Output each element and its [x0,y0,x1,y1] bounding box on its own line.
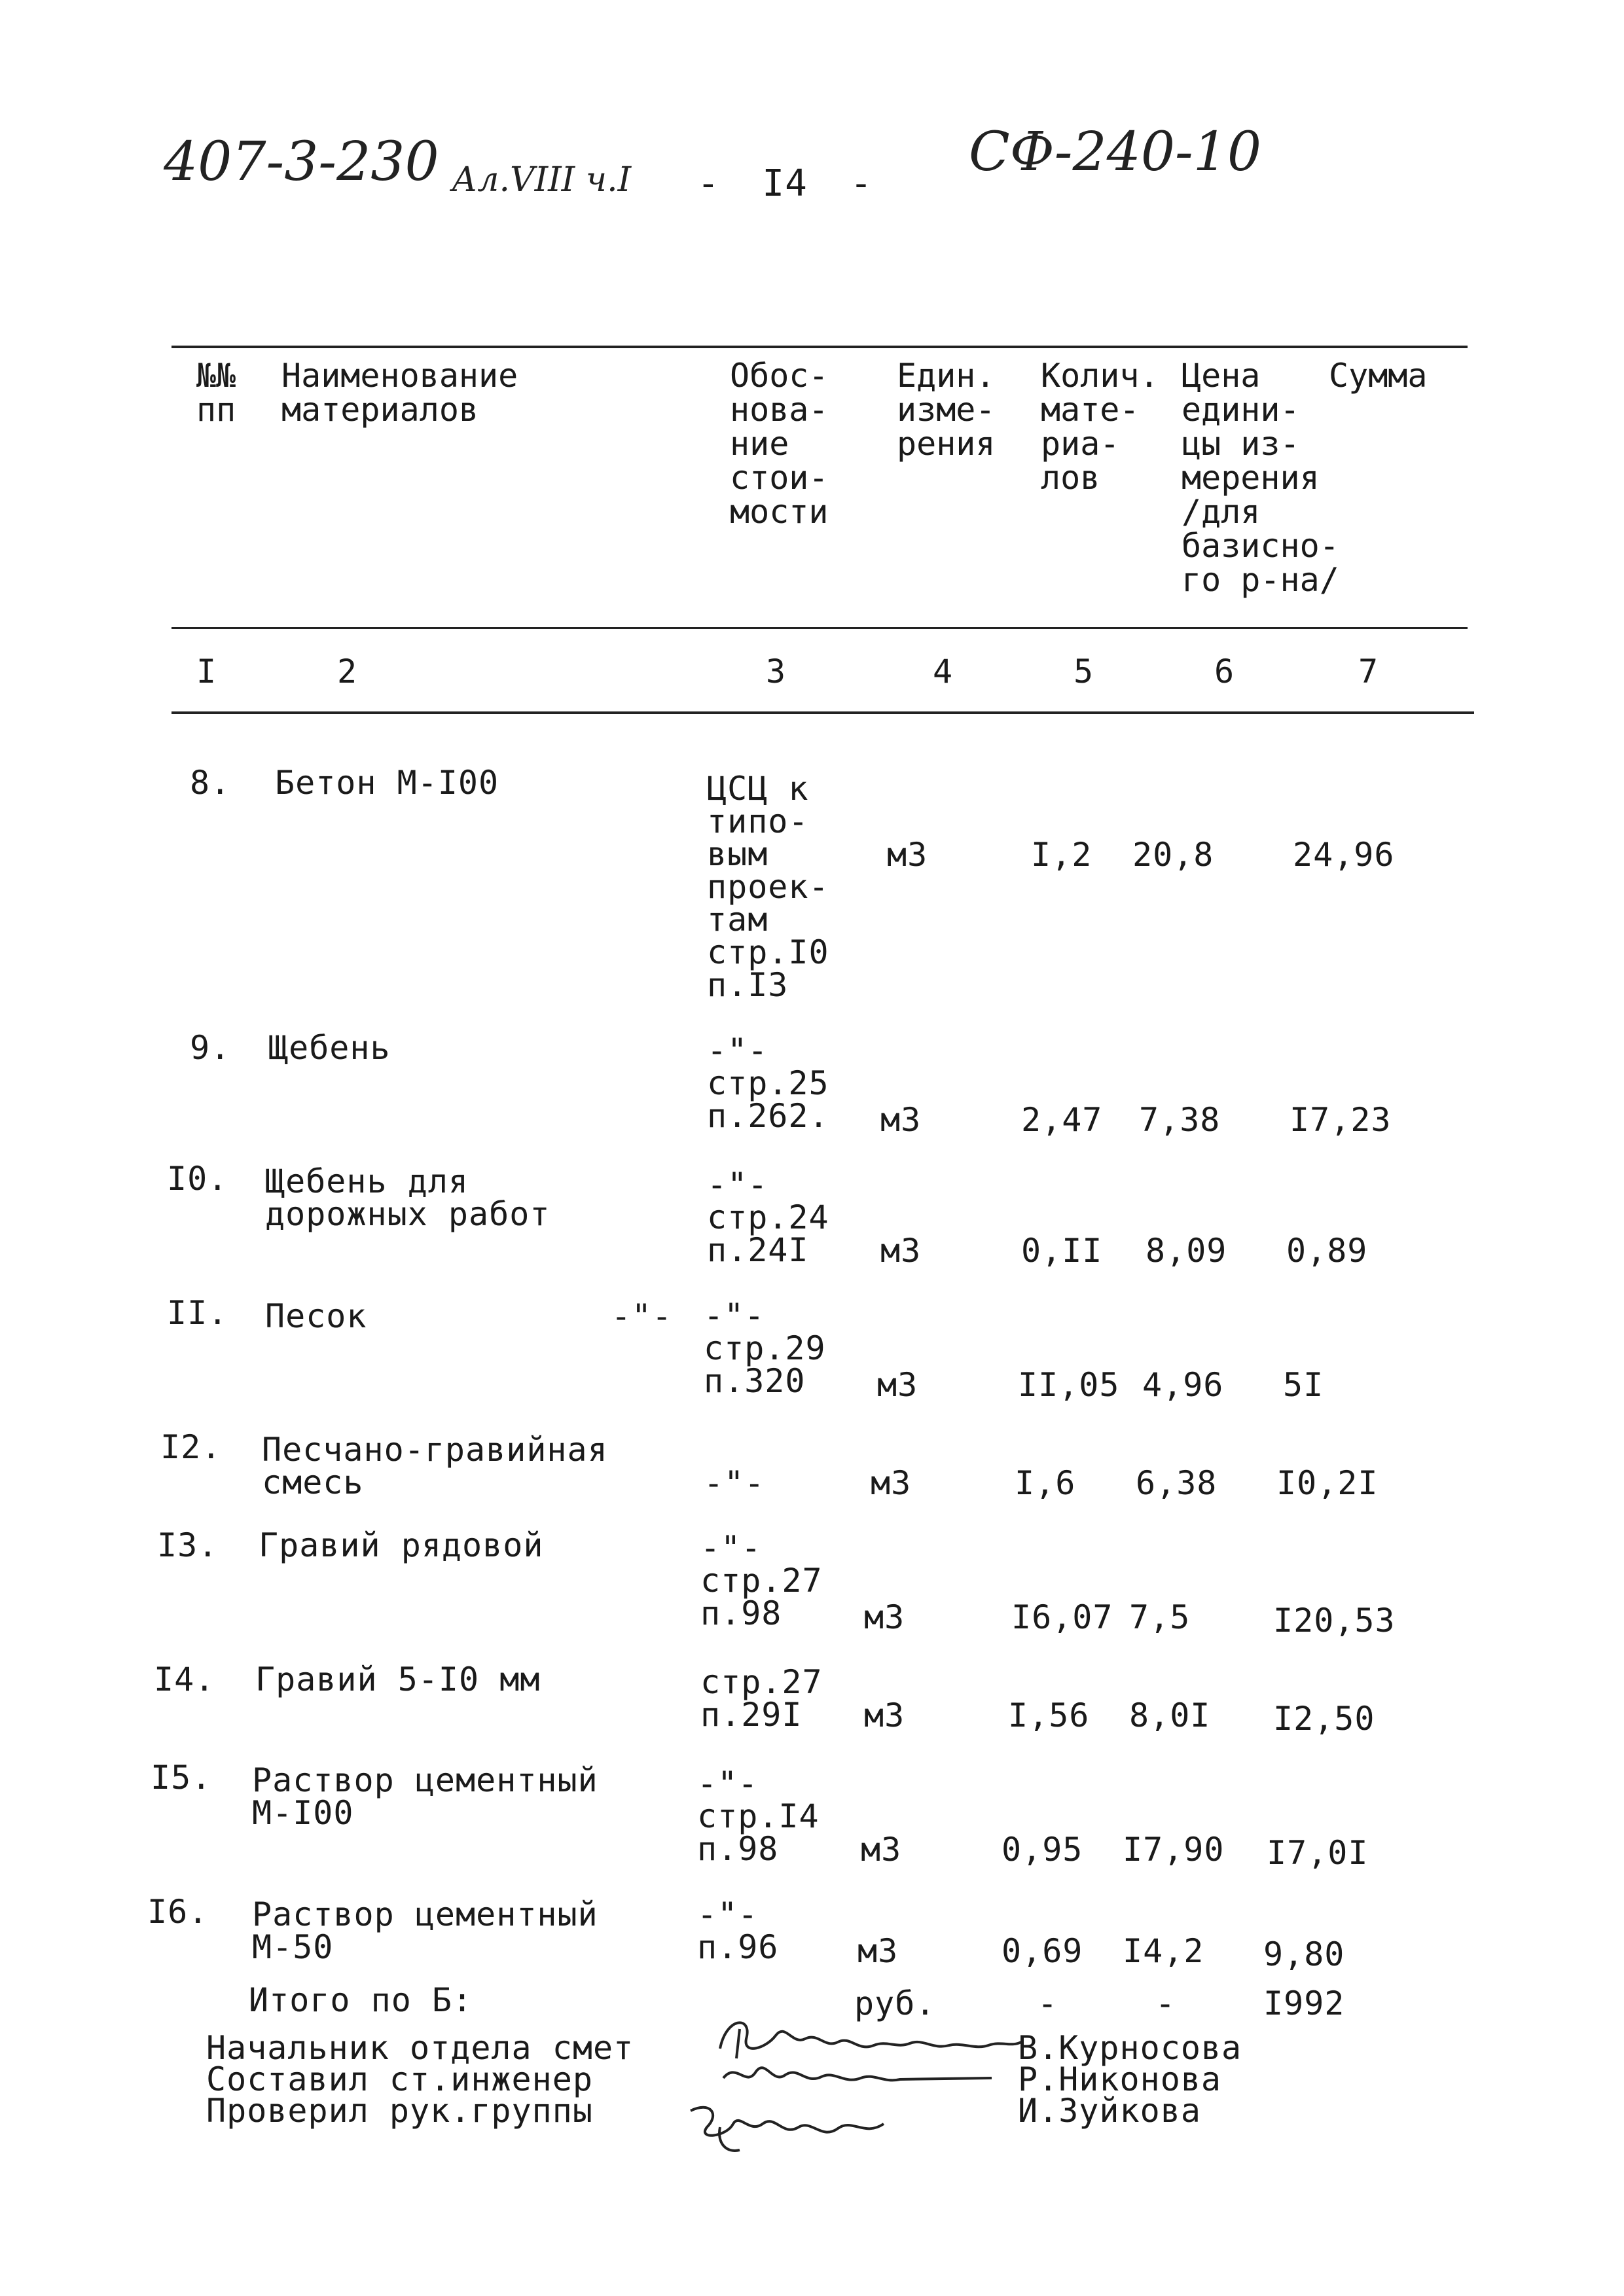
quantity: I6,07 [1011,1598,1113,1636]
signature-name-3: И.Зуйкова [1018,2092,1201,2130]
material-name: Щебень для дорожных работ [265,1162,550,1233]
row-sum: 5I [1283,1366,1324,1404]
material-name: Песчано-гравийная смесь [262,1431,608,1501]
signature-name-1: В.Курносова [1018,2029,1242,2067]
total-label: Итого по Б: [249,1981,473,2019]
unit-price: I7,90 [1123,1831,1225,1869]
col-number-2: 2 [337,653,358,691]
row-sum: 24,96 [1293,836,1395,874]
col-header-qty: Колич. мате- риа- лов [1041,357,1159,497]
signature-role-3: Проверил рук.группы [206,2092,593,2130]
row-number: I4. [154,1660,215,1698]
table-top-rule [171,346,1468,348]
row-number: I5. [151,1759,212,1797]
signature-name-2: Р.Никонова [1018,2060,1222,2098]
total-unit: руб. [854,1984,936,2022]
unit: м3 [861,1831,902,1869]
material-name: Раствор цементный М-50 [252,1895,598,1966]
unit-price: 4,96 [1142,1366,1224,1404]
cost-basis: -"- стр.29 п.320 [704,1297,826,1400]
col-number-7: 7 [1358,653,1379,691]
unit-price: 8,09 [1146,1232,1227,1270]
page-number: - I4 - [697,162,873,205]
col-header-price: Цена едини- цы из- мерения /для базисно- го р-на/ [1182,357,1339,599]
material-name: Бетон М-I00 [275,764,499,802]
unit-price: I4,2 [1123,1932,1204,1970]
header-bottom-rule [171,627,1468,629]
row-number: I6. [147,1893,209,1931]
row-sum: I7,0I [1267,1834,1369,1872]
quantity: 0,II [1021,1232,1103,1270]
unit-price: 6,38 [1136,1464,1218,1502]
document-code-left: 407-3-230 [164,131,439,193]
cost-basis: -"- стр.I4 п.98 [697,1765,820,1868]
quantity: 0,95 [1001,1831,1083,1869]
col-header-num: №№ пп [196,357,236,429]
col-number-4: 4 [933,653,954,691]
row-number: 9. [190,1029,231,1067]
cost-basis: -"- п.96 [697,1895,779,1966]
row-number: I2. [160,1428,222,1466]
col-header-basis: Обос- нова- ние стои- мости [730,357,829,531]
quantity: I,56 [1008,1696,1090,1734]
unit: м3 [880,1232,922,1270]
unit: м3 [887,836,928,874]
row-sum: 0,89 [1286,1232,1368,1270]
col-number-1: I [196,653,217,691]
material-name: Раствор цементный М-I00 [252,1761,598,1832]
handwritten-signature-3 [681,2088,897,2160]
row-sum: I7,23 [1290,1101,1392,1139]
unit: м3 [871,1464,912,1502]
unit: м3 [857,1932,899,1970]
signature-role-1: Начальник отдела смет [206,2029,634,2067]
cost-basis: -"- стр.24 п.24I [707,1166,829,1269]
col-header-sum: Сумма [1329,357,1428,395]
cost-basis: -"- стр.25 п.262. [707,1031,829,1135]
numbers-bottom-rule [171,711,1474,714]
unit-price: 20,8 [1132,836,1214,874]
total-qty: - [1038,1984,1058,2022]
cost-basis: ЦСЦ к типо- вым проек- там стр.I0 п.I3 [707,770,829,1004]
unit: м3 [880,1101,922,1139]
total-sum: I992 [1263,1984,1345,2022]
quantity: 0,69 [1001,1932,1083,1970]
quantity: II,05 [1018,1366,1120,1404]
row-number: II. [167,1294,228,1332]
cost-basis: -"- стр.27 п.98 [700,1529,823,1632]
col-header-unit: Един. изме- рения [897,357,996,463]
material-name: Песок -"- [265,1297,673,1335]
total-price: - [1155,1984,1176,2022]
album-reference: Ал.VIII ч.I [452,160,632,200]
col-number-6: 6 [1214,653,1235,691]
quantity: I,6 [1015,1464,1076,1502]
material-name: Гравий рядовой [259,1526,544,1564]
row-number: 8. [190,764,231,802]
unit-price: 8,0I [1129,1696,1211,1734]
row-sum: I20,53 [1273,1602,1396,1640]
material-name: Щебень [268,1029,391,1067]
document-code-right: СФ-240-10 [969,121,1262,183]
row-number: I0. [167,1160,228,1198]
quantity: 2,47 [1021,1101,1103,1139]
cost-basis: стр.27 п.29I [700,1663,823,1734]
row-sum: I2,50 [1273,1700,1375,1738]
material-name: Гравий 5-I0 мм [255,1660,541,1698]
row-number: I3. [157,1526,219,1564]
quantity: I,2 [1031,836,1092,874]
unit: м3 [864,1598,905,1636]
unit-price: 7,38 [1139,1101,1221,1139]
cost-basis: -"- [704,1464,765,1502]
unit: м3 [864,1696,905,1734]
col-number-3: 3 [766,653,787,691]
row-sum: I0,2I [1276,1464,1379,1502]
row-sum: 9,80 [1263,1935,1345,1973]
unit: м3 [877,1366,918,1404]
unit-price: 7,5 [1129,1598,1191,1636]
signature-role-2: Составил ст.инженер [206,2060,593,2098]
col-number-5: 5 [1074,653,1094,691]
col-header-name: Наименование материалов [281,357,518,429]
